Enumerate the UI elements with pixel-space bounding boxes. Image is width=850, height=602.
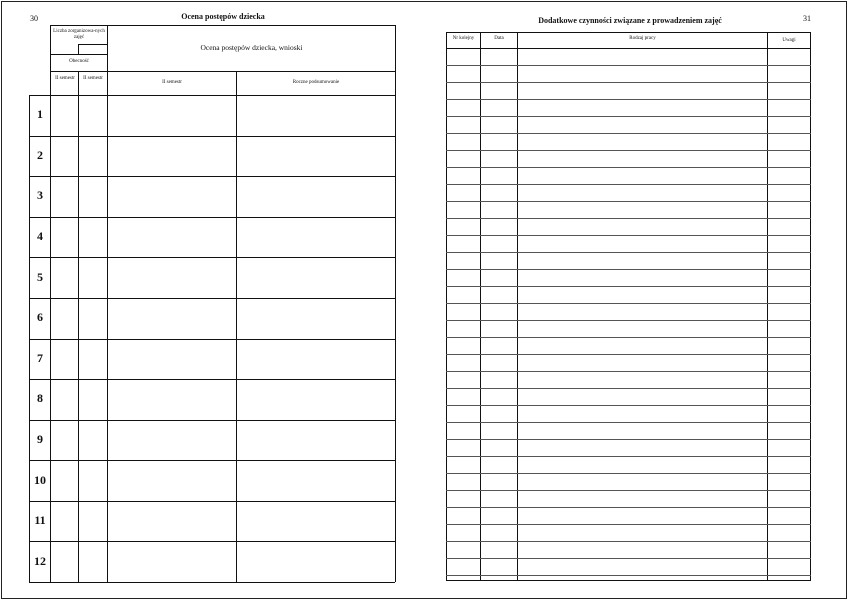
ruled-line — [446, 99, 811, 100]
ruled-line — [446, 116, 811, 117]
ruled-line — [446, 133, 811, 134]
right-page-title: Dodatkowe czynności związane z prowadzeniem zajęć — [538, 16, 722, 25]
ruled-line — [446, 507, 811, 508]
row-line — [29, 541, 395, 542]
right-col-left — [446, 32, 447, 580]
ruled-line — [446, 201, 811, 202]
row-number: 7 — [37, 351, 43, 365]
col-uwagi: Uwagi — [782, 38, 796, 43]
ruled-line — [446, 473, 811, 474]
row-number: 4 — [37, 229, 43, 243]
col-roczne-label: Roczne podsumowanie — [292, 80, 340, 85]
row-number: 3 — [37, 188, 43, 202]
table-right — [395, 25, 396, 582]
row-number: 12 — [34, 554, 46, 568]
row-number: 8 — [37, 391, 43, 405]
ruled-line — [446, 371, 811, 372]
ruled-line — [446, 286, 811, 287]
ruled-line — [446, 405, 811, 406]
row-line — [29, 136, 395, 137]
ruled-line — [446, 575, 811, 576]
ocena-main-label: Ocena postępów dziecka, wnioski — [200, 43, 303, 52]
ruled-line — [446, 184, 811, 185]
row-line — [29, 257, 395, 258]
ruled-line — [446, 337, 811, 338]
ruled-line — [446, 541, 811, 542]
obecnosc-top-line — [50, 54, 107, 55]
ruled-line — [446, 456, 811, 457]
ruled-line — [446, 252, 811, 253]
ruled-line — [446, 82, 811, 83]
ruled-line — [446, 388, 811, 389]
liczba-box-side — [78, 44, 79, 54]
sem2-label: II semestr — [83, 76, 103, 81]
ruled-line — [446, 354, 811, 355]
row-number: 9 — [37, 432, 43, 446]
ruled-line — [446, 167, 811, 168]
row-line — [29, 460, 395, 461]
sem1-label: II semestr — [55, 76, 75, 81]
row-line — [29, 339, 395, 340]
row-line — [29, 298, 395, 299]
row-number: 5 — [37, 270, 43, 284]
ruled-line — [446, 320, 811, 321]
row-number: 6 — [37, 310, 43, 324]
right-page-number: 31 — [803, 14, 811, 23]
page-frame — [1, 1, 847, 599]
right-table-top — [446, 32, 811, 33]
ruled-line — [446, 65, 811, 66]
row-line — [29, 501, 395, 502]
liczba-right — [107, 25, 108, 582]
sem-divider — [78, 71, 79, 582]
row-number: 2 — [37, 148, 43, 162]
header-divider — [50, 71, 395, 72]
left-page-number: 30 — [30, 14, 38, 23]
row-number: 10 — [34, 473, 46, 487]
ruled-line — [446, 235, 811, 236]
col-semestr-label: II semestr — [162, 80, 182, 85]
header-bottom-line — [29, 95, 395, 96]
right-header-line — [446, 48, 811, 49]
col-rodzaj-pracy: Rodzaj pracy — [629, 36, 656, 41]
table-left — [50, 25, 51, 582]
row-line — [29, 582, 395, 583]
row-line — [29, 379, 395, 380]
ruled-line — [446, 439, 811, 440]
right-col-nr — [480, 32, 481, 580]
ruled-line — [446, 269, 811, 270]
row-number: 1 — [37, 107, 43, 121]
liczba-box-top — [78, 44, 107, 45]
right-col-rodzaj — [767, 32, 768, 580]
row-number: 11 — [34, 513, 46, 527]
col-nr-kolejny: Nr kolejny — [452, 36, 475, 41]
ruled-line — [446, 524, 811, 525]
right-col-data — [517, 32, 518, 580]
liczba-label: Liczba zorganizowa-nych zajęć — [53, 29, 105, 40]
left-page-title: Ocena postępów dziecka — [181, 12, 265, 21]
row-line — [29, 420, 395, 421]
row-line — [29, 217, 395, 218]
row-line — [29, 176, 395, 177]
ruled-line — [446, 422, 811, 423]
ruled-line — [446, 150, 811, 151]
ruled-line — [446, 303, 811, 304]
obecnosc-label: Obecność — [69, 59, 89, 64]
right-col-right — [810, 32, 811, 580]
ruled-line — [446, 218, 811, 219]
ocena-divider — [236, 71, 237, 582]
col-data: Data — [494, 36, 504, 41]
table-top-line — [50, 25, 395, 26]
right-table-bottom — [446, 580, 811, 581]
ruled-line — [446, 490, 811, 491]
ruled-line — [446, 558, 811, 559]
